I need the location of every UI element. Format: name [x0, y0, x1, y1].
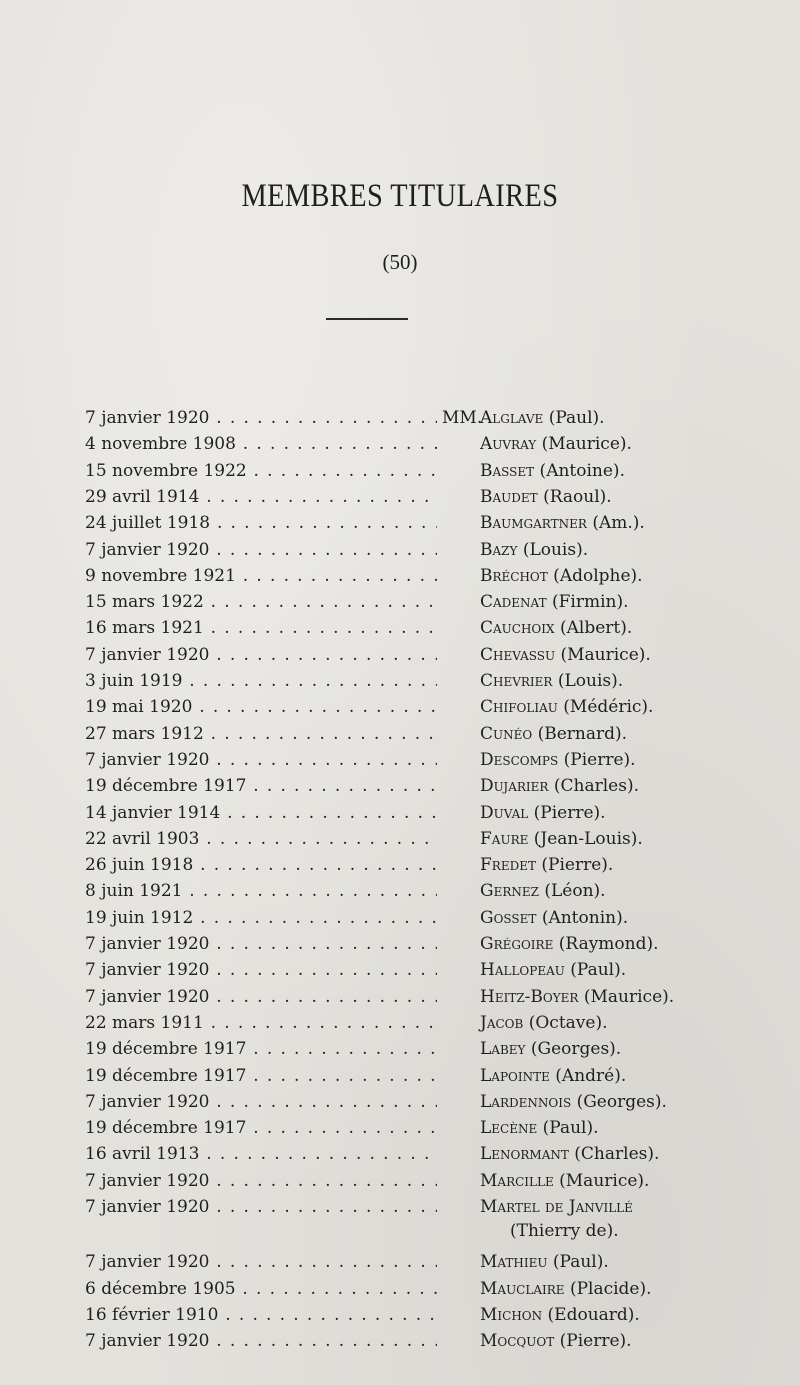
- election-date: 16 avril 1913 . . .: [85, 1141, 437, 1167]
- list-item: [0, 878, 800, 904]
- list-item: [0, 1249, 800, 1275]
- member-name: [480, 773, 790, 799]
- member-given-name: (Georges).: [525, 1039, 622, 1060]
- member-name: [480, 721, 790, 747]
- member-given-name: (Firmin).: [546, 592, 629, 613]
- list-item: [0, 484, 800, 510]
- member-name: [480, 563, 790, 589]
- list-item: [0, 1194, 800, 1220]
- member-surname: Chifoliau: [480, 697, 558, 718]
- election-date: 19 décembre 1917 . . .: [85, 1036, 437, 1062]
- member-name: [480, 1328, 790, 1354]
- list-item: [0, 431, 800, 457]
- member-given-name: (Paul).: [564, 960, 627, 981]
- member-surname: Cunéo: [480, 723, 533, 744]
- list-item: [0, 458, 800, 484]
- election-date: 22 avril 1903 . . .: [85, 826, 437, 852]
- member-surname: Auvray: [480, 434, 537, 455]
- list-item: [0, 589, 800, 615]
- election-date: 7 janvier 1920 . . .: [85, 1328, 437, 1354]
- list-item: [0, 826, 800, 852]
- member-name: [480, 510, 790, 536]
- election-date: 6 décembre 1905 . . .: [85, 1276, 437, 1302]
- list-item: [0, 1063, 800, 1089]
- member-name: [480, 589, 790, 615]
- member-name: [480, 1115, 790, 1141]
- election-date: 19 décembre 1917 . . .: [85, 1063, 437, 1089]
- list-item: [0, 1168, 800, 1194]
- member-name: [480, 1063, 790, 1089]
- member-given-name: (Antoine).: [534, 460, 625, 481]
- list-item: [0, 510, 800, 536]
- member-surname: Labey: [480, 1039, 526, 1060]
- member-surname: Heitz-Boyer: [480, 986, 579, 1007]
- member-surname: Chevassu: [480, 644, 556, 665]
- list-item: [0, 931, 800, 957]
- list-item: [0, 747, 800, 773]
- list-item: [0, 615, 800, 641]
- election-date: 7 janvier 1920 . . .: [85, 747, 437, 773]
- member-surname: Baudet: [480, 486, 538, 507]
- list-item: [0, 957, 800, 983]
- member-given-name: (Maurice).: [536, 434, 632, 455]
- member-given-name: (Octave).: [523, 1012, 608, 1033]
- member-surname: Lenormant: [480, 1144, 569, 1165]
- election-date: 15 mars 1922 . . .: [85, 589, 437, 615]
- election-date: 7 janvier 1920 . . .: [85, 642, 437, 668]
- member-count: (50): [382, 250, 418, 274]
- member-name: [480, 615, 790, 641]
- election-date: 14 janvier 1914 . . .: [85, 800, 437, 826]
- member-surname: Gernez: [480, 881, 539, 902]
- member-surname: Jacob: [480, 1012, 524, 1033]
- member-name: [480, 668, 790, 694]
- member-given-name: (Paul).: [547, 1252, 609, 1273]
- member-given-name: (Raoul).: [537, 486, 612, 507]
- divider-rule: [326, 318, 408, 320]
- election-date: 27 mars 1912 . . .: [85, 721, 437, 747]
- list-item: [0, 1115, 800, 1141]
- member-surname: Marcille: [480, 1170, 554, 1191]
- member-given-name: (Pierre).: [554, 1331, 632, 1352]
- election-date: 24 juillet 1918 . . .: [85, 510, 437, 536]
- election-date: 7 janvier 1920 . . .: [85, 1249, 437, 1275]
- member-surname: Bréchot: [480, 565, 548, 586]
- member-surname: Descomps: [480, 749, 559, 770]
- election-date: 7 janvier 1920 . . .: [85, 984, 437, 1010]
- member-surname: Hallopeau: [480, 960, 565, 981]
- list-item: [0, 642, 800, 668]
- member-name: [480, 642, 790, 668]
- member-surname: Chevrier: [480, 671, 553, 691]
- member-name: [480, 1036, 790, 1062]
- member-given-name: (Maurice).: [555, 644, 651, 665]
- member-name: [480, 537, 790, 563]
- member-given-name: (Placide).: [564, 1278, 652, 1299]
- member-given-name: (Médéric).: [557, 697, 654, 718]
- list-item: [0, 984, 800, 1010]
- member-surname: Martel de Janvillé: [480, 1197, 633, 1217]
- election-date: 15 novembre 1922 . . .: [85, 458, 437, 484]
- list-item: [0, 694, 800, 720]
- list-item: [0, 537, 800, 563]
- member-surname: Cadenat: [480, 592, 547, 613]
- list-item: [0, 1302, 800, 1328]
- election-date: 4 novembre 1908 . . .: [85, 431, 437, 457]
- member-surname: Cauchoix: [480, 618, 555, 639]
- member-surname: Gosset: [480, 907, 537, 928]
- member-name: [480, 878, 790, 904]
- election-date: 7 janvier 1920 . . .: [85, 1089, 437, 1115]
- list-item: [0, 405, 800, 431]
- election-date: 19 mai 1920 . . .: [85, 694, 437, 720]
- member-given-name: (Charles).: [568, 1144, 660, 1165]
- election-date: 7 janvier 1920 . . .: [85, 405, 437, 431]
- election-date: 19 juin 1912 . . .: [85, 905, 437, 931]
- member-surname: Fredet: [480, 855, 536, 876]
- member-given-name: (Raymond).: [553, 934, 659, 954]
- election-date: 16 mars 1921 . . .: [85, 615, 437, 641]
- election-date: 7 janvier 1920 . . .: [85, 1194, 437, 1220]
- member-given-name: (Pierre).: [558, 749, 636, 770]
- member-name: [480, 852, 790, 878]
- election-date: 22 mars 1911 . . .: [85, 1010, 437, 1036]
- member-surname: Alglave: [480, 408, 544, 428]
- election-date: 7 janvier 1920 . . .: [85, 537, 437, 563]
- member-given-name: (Charles).: [548, 776, 639, 797]
- member-given-name: (Jean-Louis).: [528, 828, 643, 849]
- election-date: 9 novembre 1921 . . .: [85, 563, 437, 589]
- member-surname: Faure: [480, 828, 529, 849]
- list-item: [0, 1141, 800, 1167]
- list-item: [0, 773, 800, 799]
- member-name: [480, 1010, 790, 1036]
- honorific-label: MM.: [442, 408, 483, 428]
- member-surname: Lecène: [480, 1118, 538, 1139]
- election-date: 8 juin 1921 . . .: [85, 878, 437, 904]
- list-item: [0, 668, 800, 694]
- member-given-name: (Maurice).: [578, 986, 675, 1007]
- list-item: [0, 905, 800, 931]
- list-item: [0, 1089, 800, 1115]
- list-item: [0, 1010, 800, 1036]
- member-name: [480, 431, 790, 457]
- member-surname: Mocquot: [480, 1331, 555, 1352]
- member-name: [480, 984, 790, 1010]
- member-given-name: (Edouard).: [542, 1304, 640, 1325]
- member-name: [480, 800, 790, 826]
- member-given-name: (André).: [549, 1065, 627, 1086]
- member-name: [480, 1194, 790, 1220]
- member-given-name: (Adolphe).: [547, 565, 643, 586]
- election-date: 29 avril 1914 . . .: [85, 484, 437, 510]
- election-date: 7 janvier 1920 . . .: [85, 1168, 437, 1194]
- list-item: [0, 852, 800, 878]
- member-given-name: (Georges).: [571, 1091, 667, 1112]
- member-surname: Michon: [480, 1304, 543, 1325]
- election-date: 19 décembre 1917 . . .: [85, 1115, 437, 1141]
- list-item: [0, 1036, 800, 1062]
- member-surname: Grégoire: [480, 934, 554, 954]
- member-name: [480, 1276, 790, 1302]
- member-name: [480, 1302, 790, 1328]
- member-given-name: (Pierre).: [535, 855, 614, 876]
- member-given-name: (Paul).: [543, 408, 605, 428]
- member-name: [480, 484, 790, 510]
- election-date: 7 janvier 1920 . . .: [85, 957, 437, 983]
- page-title: MEMBRES TITULAIRES: [241, 178, 559, 214]
- member-name: [480, 826, 790, 852]
- member-name: [480, 747, 790, 773]
- election-date: 3 juin 1919 . . .: [85, 668, 437, 694]
- list-item: [0, 1328, 800, 1354]
- member-given-name: (Louis).: [552, 671, 624, 691]
- list-item: [0, 563, 800, 589]
- list-item: [0, 721, 800, 747]
- member-name-continuation: (Thierry de).: [510, 1221, 619, 1242]
- member-surname: Basset: [480, 460, 535, 481]
- member-name: [480, 458, 790, 484]
- list-item: [0, 800, 800, 826]
- member-given-name: (Albert).: [554, 618, 633, 639]
- member-name: [480, 1141, 790, 1167]
- member-given-name: (Maurice).: [553, 1170, 650, 1191]
- member-surname: Baumgartner: [480, 513, 587, 534]
- election-date: 26 juin 1918 . . .: [85, 852, 437, 878]
- member-given-name: (Léon).: [538, 881, 606, 902]
- member-given-name: (Paul).: [537, 1118, 599, 1139]
- member-given-name: (Louis).: [517, 539, 589, 560]
- member-name: [480, 1089, 790, 1115]
- election-date: 19 décembre 1917 . . .: [85, 773, 437, 799]
- member-name: [480, 405, 790, 431]
- election-date: 7 janvier 1920 . . .: [85, 931, 437, 957]
- member-name: [480, 694, 790, 720]
- member-surname: Mathieu: [480, 1252, 548, 1273]
- election-date: 16 février 1910 . . .: [85, 1302, 437, 1328]
- member-name: [480, 957, 790, 983]
- member-given-name: (Am.).: [586, 513, 645, 534]
- member-surname: Lardennois: [480, 1091, 572, 1112]
- member-given-name: (Antonin).: [536, 907, 629, 928]
- member-given-name: (Pierre).: [528, 802, 606, 823]
- member-name: [480, 1168, 790, 1194]
- member-name: [480, 931, 790, 957]
- member-surname: Duval: [480, 802, 529, 823]
- member-surname: Dujarier: [480, 776, 549, 797]
- member-name: [480, 905, 790, 931]
- member-surname: Lapointe: [480, 1065, 550, 1086]
- member-surname: Bazy: [480, 539, 518, 560]
- member-surname: Mauclaire: [480, 1278, 565, 1299]
- member-name: [480, 1249, 790, 1275]
- list-item: [0, 1276, 800, 1302]
- member-given-name: (Bernard).: [532, 723, 628, 744]
